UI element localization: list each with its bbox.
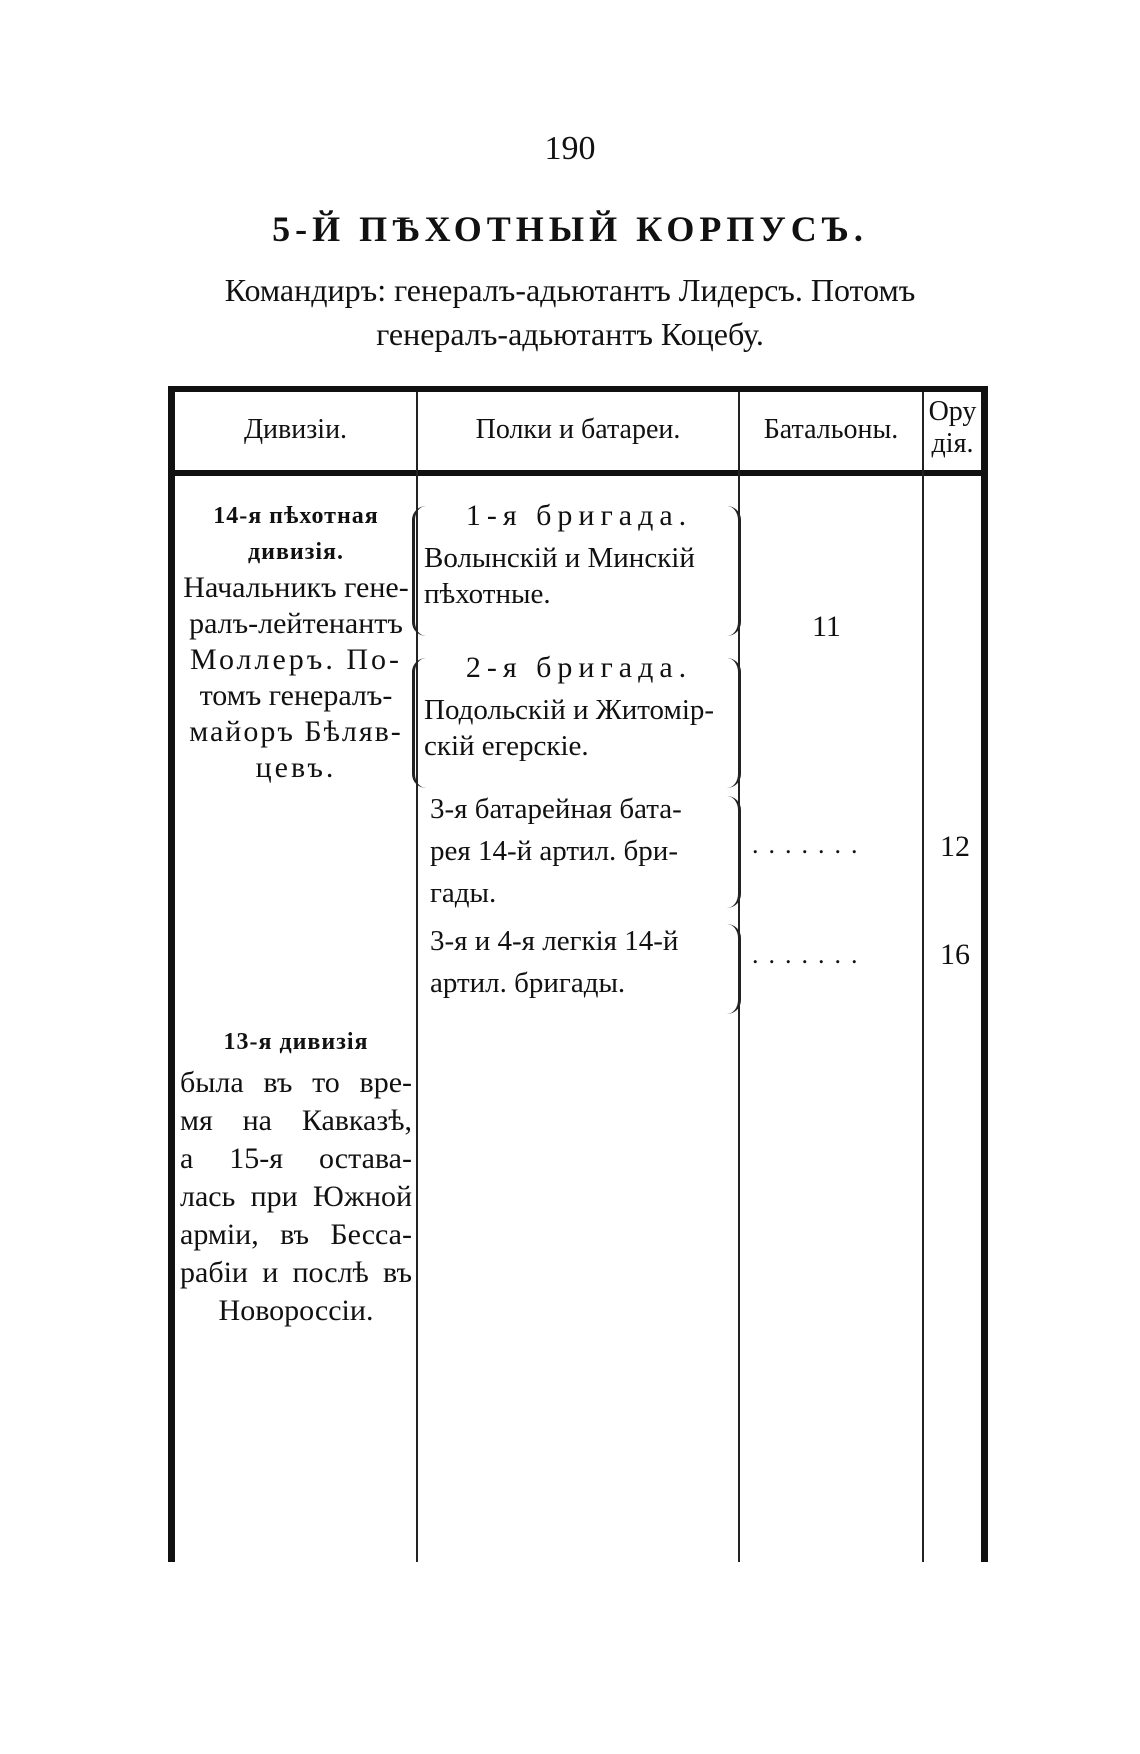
battery-3-line-3: гады. [430, 877, 497, 909]
brigade-1-line-2: пѣхотные. [424, 578, 551, 610]
table-left-border [168, 386, 175, 1562]
division-13-text-7: Новороссіи. [218, 1294, 374, 1327]
division-13-name: 13-я дивизія [223, 1029, 369, 1055]
division-13-text-4: лась при Южной [180, 1180, 412, 1213]
division-13-cell [180, 1024, 412, 1330]
division-14-text-1: Начальникъ гене- [183, 571, 409, 604]
battery-3-guns: 12 [940, 830, 970, 863]
brigade-2-line-1: Подольскій и Житомір- [424, 694, 715, 726]
battery-3-cell [430, 788, 730, 914]
brigade-1-line-1: Волынскій и Минскій [424, 542, 695, 574]
brigade-1-title: 1-я бригада. [465, 499, 693, 532]
division-13-text-6: рабіи и послѣ въ [180, 1256, 412, 1289]
battery-3-dots: ....... [752, 830, 868, 859]
header-battalions: Батальоны. [763, 414, 899, 445]
division-14-name-line-2: дивизія. [247, 539, 345, 565]
commander-line-1: Командиръ: генералъ-адьютантъ Лидерсъ. Потомъ [224, 272, 916, 308]
commander-line-2: генералъ-адьютантъ Коцебу. [376, 316, 764, 352]
division-14-text-2: ралъ-лейтенантъ [189, 607, 403, 640]
division-14-text-3: Моллеръ. По- [190, 643, 402, 676]
table-top-border [168, 386, 988, 392]
division-13-text-2: мя на Кавказѣ, [180, 1104, 412, 1137]
header-regiments: Полки и батареи. [475, 414, 681, 445]
division-13-text-5: арміи, въ Бесса- [180, 1218, 412, 1251]
light-batteries-dots: ....... [752, 940, 868, 969]
table-header-border [168, 470, 988, 476]
light-batteries-line-1: 3-я и 4-я легкія 14-й [430, 925, 679, 957]
brigade-1-cell [424, 498, 734, 612]
light-batteries-line-2: артил. бригады. [430, 967, 626, 999]
header-guns-line-1: Ору [928, 396, 977, 427]
light-batteries-guns: 16 [940, 938, 970, 971]
brace-right-brigade-2 [724, 658, 741, 788]
brace-light-batteries [724, 924, 741, 1014]
division-14-name-line-1: 14-я пѣхотная [213, 503, 379, 529]
page-number: 190 [544, 130, 596, 167]
brace-left-brigade-1 [412, 506, 429, 636]
division-14-text-6: цевъ. [255, 751, 337, 784]
table-right-border [981, 386, 988, 1562]
column-divider-3 [922, 392, 924, 1562]
header-guns [924, 396, 981, 460]
division-13-text-1: была въ то вре- [180, 1066, 412, 1099]
battalions-total: 11 [812, 610, 841, 643]
brigade-2-cell [424, 650, 734, 764]
brace-right-brigade-1 [724, 506, 741, 636]
brigade-2-line-2: скій егерскіе. [424, 730, 589, 762]
commander-text [180, 268, 960, 356]
division-14-cell [180, 498, 412, 786]
light-batteries-cell [430, 920, 730, 1004]
section-title: 5-Й ПѢХОТНЫЙ КОРПУСЪ. [272, 209, 868, 249]
header-divisions: Дивизіи. [243, 414, 348, 445]
header-guns-line-2: дія. [931, 428, 974, 459]
brace-left-brigade-2 [412, 658, 429, 788]
division-14-text-5: майоръ Бѣляв- [189, 715, 403, 748]
battery-3-line-2: рея 14-й артил. бри- [430, 835, 678, 867]
battery-3-line-1: 3-я батарейная бата- [430, 793, 682, 825]
brace-battery-3 [724, 796, 741, 908]
division-13-text-3: а 15-я остава- [180, 1142, 412, 1175]
division-14-text-4: томъ генералъ- [199, 679, 393, 712]
brigade-2-title: 2-я бригада. [465, 651, 693, 684]
